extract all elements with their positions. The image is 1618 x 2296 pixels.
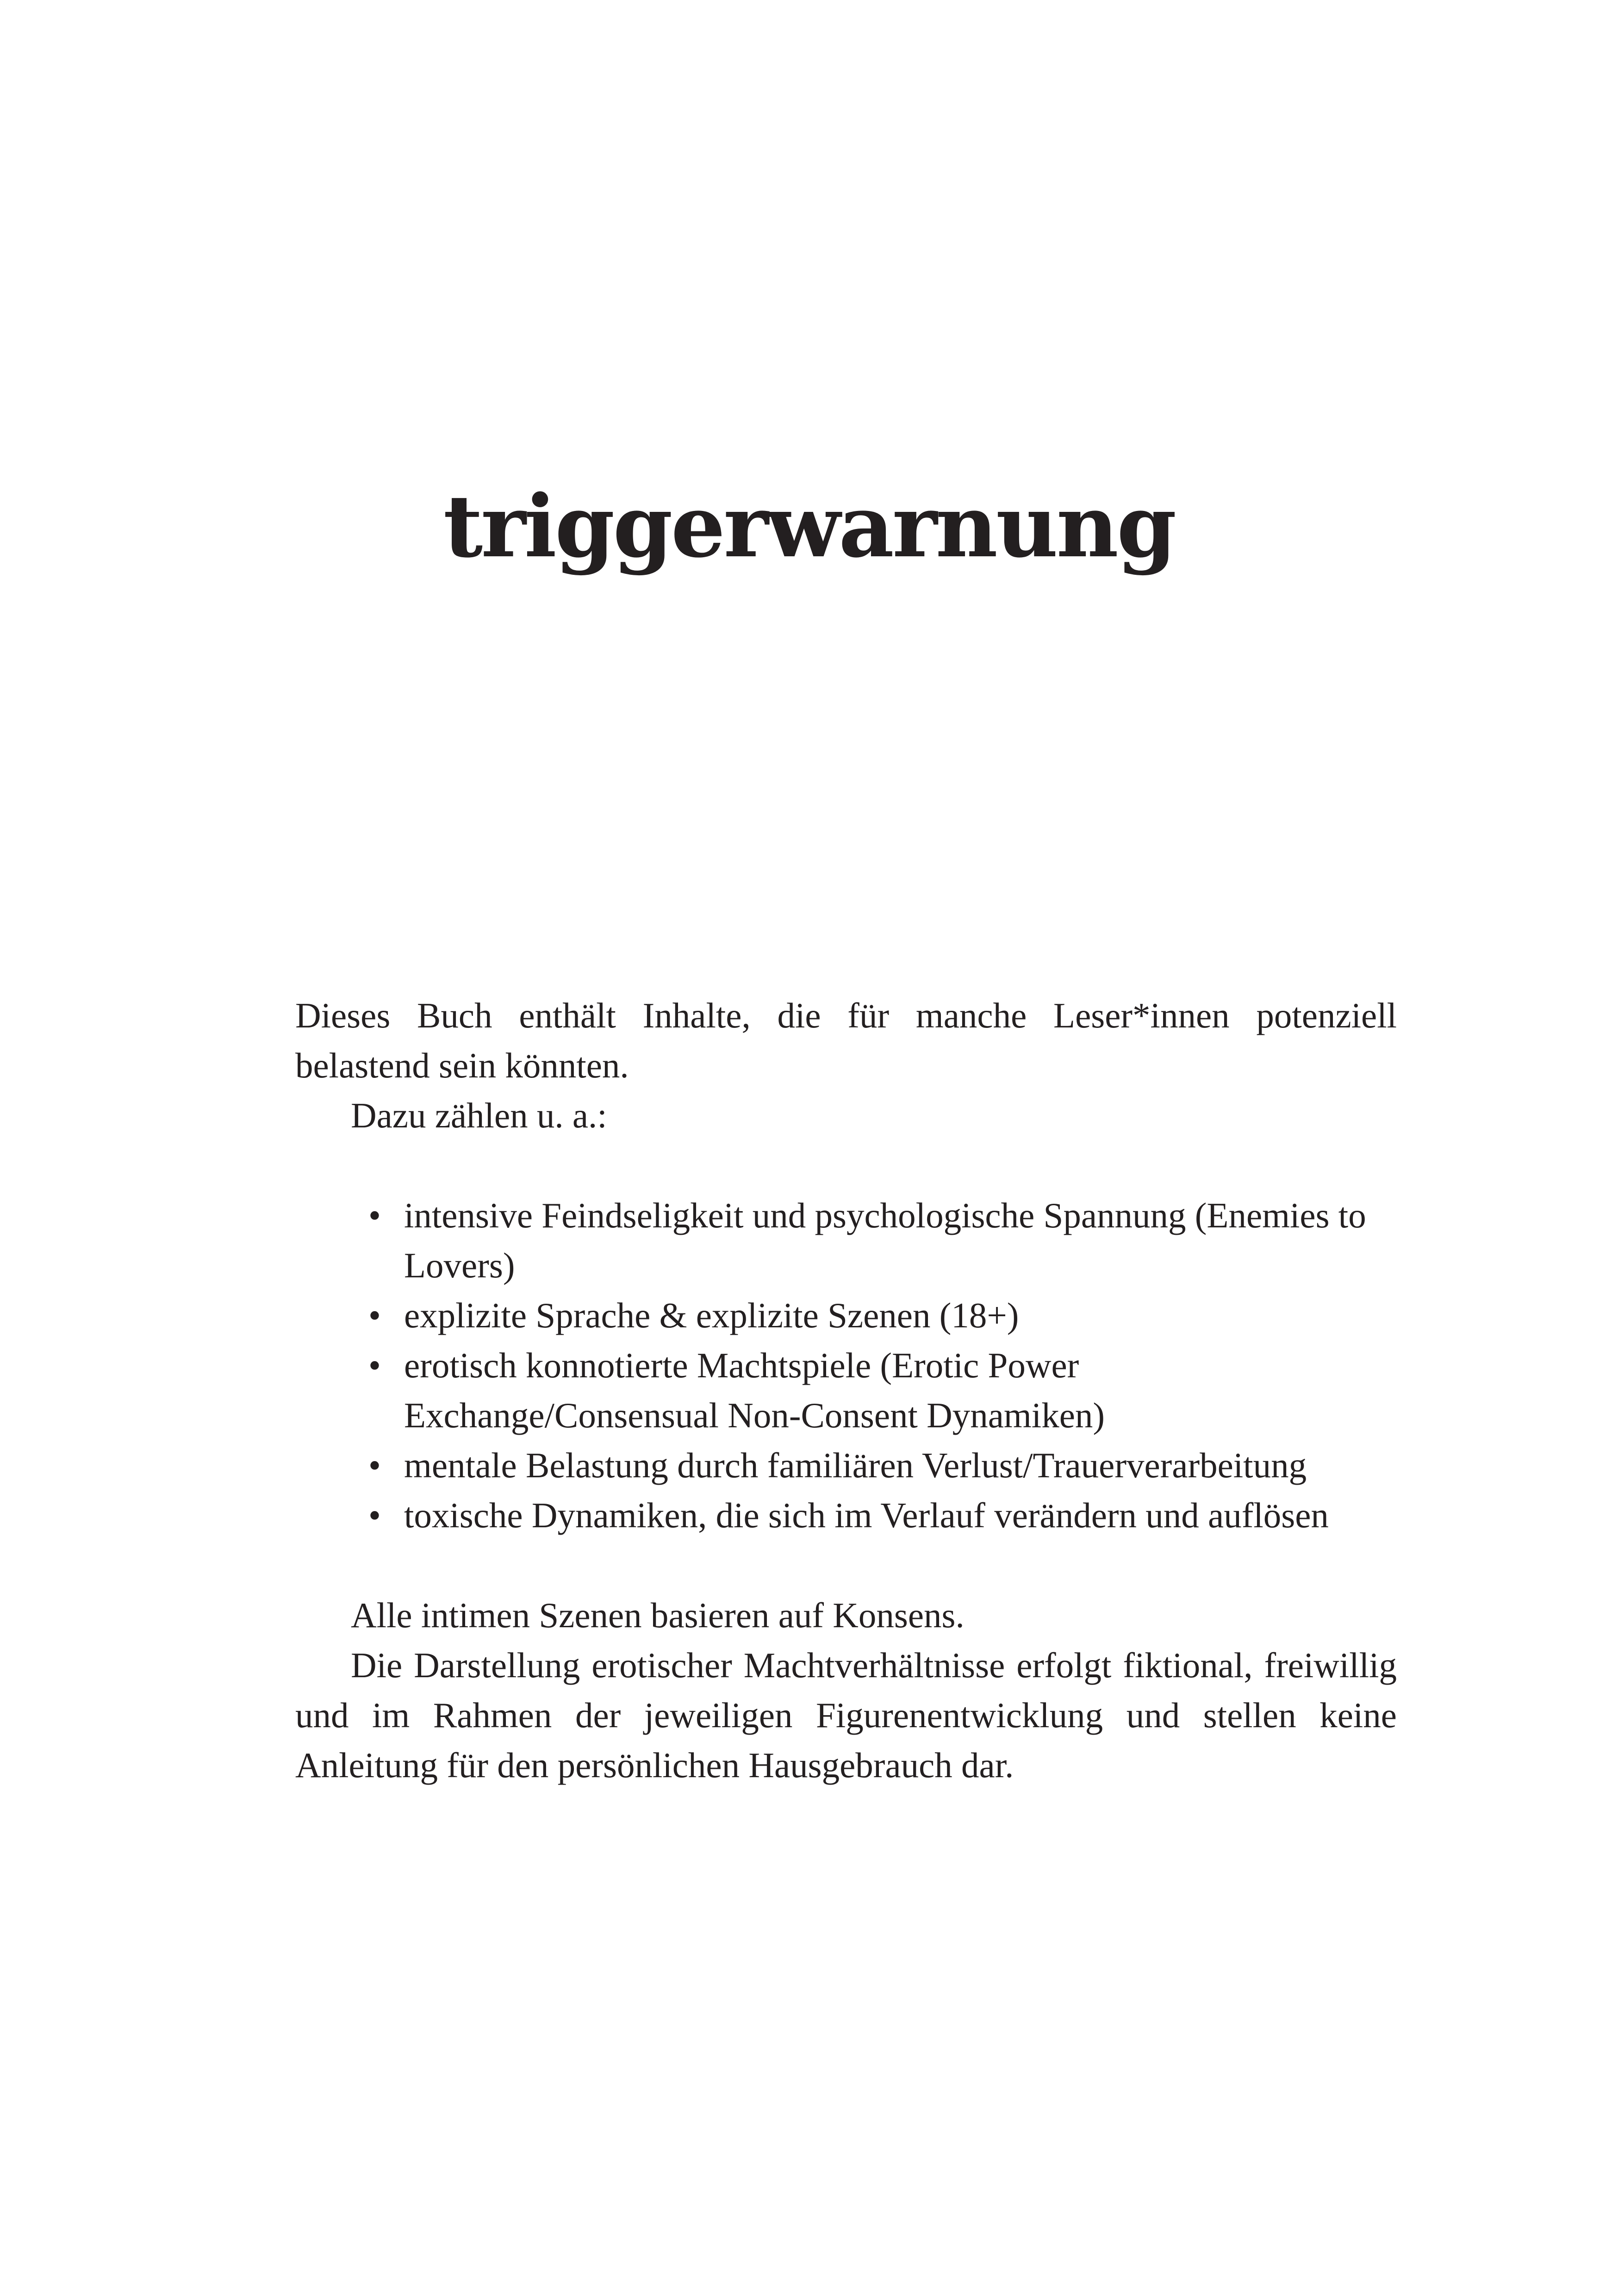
list-lead: Dazu zählen u. a.:: [351, 1095, 607, 1135]
list-item: [295, 1490, 1376, 1540]
trigger-list: [295, 1190, 1397, 1540]
bullet-icon: •: [368, 1295, 381, 1335]
spacer: [295, 1140, 1397, 1190]
closing-paragraph-1: Alle intimen Szenen basieren auf Konsens.: [351, 1595, 965, 1635]
list-item-text: erotisch konnotierte Machtspiele (Erotic Power Exchange/Consensual Non-Consent Dynamiken): [404, 1345, 1105, 1435]
bullet-icon: •: [368, 1495, 381, 1535]
list-item: [295, 1190, 1376, 1290]
bullet-icon: •: [368, 1345, 381, 1385]
page-title: triggerwarnung: [443, 476, 1175, 577]
spacer: [295, 1540, 1397, 1590]
list-item: [295, 1440, 1376, 1490]
list-item-text: explizite Sprache & explizite Szenen (18+): [404, 1295, 1019, 1335]
list-item: [295, 1340, 1376, 1440]
warning-body: [295, 990, 1397, 1790]
list-item-text: mentale Belastung durch familiären Verlust/Trauerverarbeitung: [404, 1445, 1307, 1485]
bullet-icon: •: [368, 1195, 381, 1235]
bullet-icon: •: [368, 1445, 381, 1485]
intro-paragraph: Dieses Buch enthält Inhalte, die für manche Leser*innen potenziell belastend sein könnten.: [295, 996, 1397, 1085]
list-item: [295, 1290, 1376, 1340]
list-item-text: intensive Feindseligkeit und psychologische Spannung (Enemies to Lovers): [404, 1195, 1366, 1285]
closing-paragraph-2: Die Darstellung erotischer Machtverhältnisse erfolgt fiktional, freiwillig und im Rahmen der jeweiligen Figurenentwicklung und stellen keine Anleitung für den persönlichen Hausgebrauch dar.: [295, 1645, 1397, 1785]
list-item-text: toxische Dynamiken, die sich im Verlauf verändern und auflösen: [404, 1495, 1329, 1535]
